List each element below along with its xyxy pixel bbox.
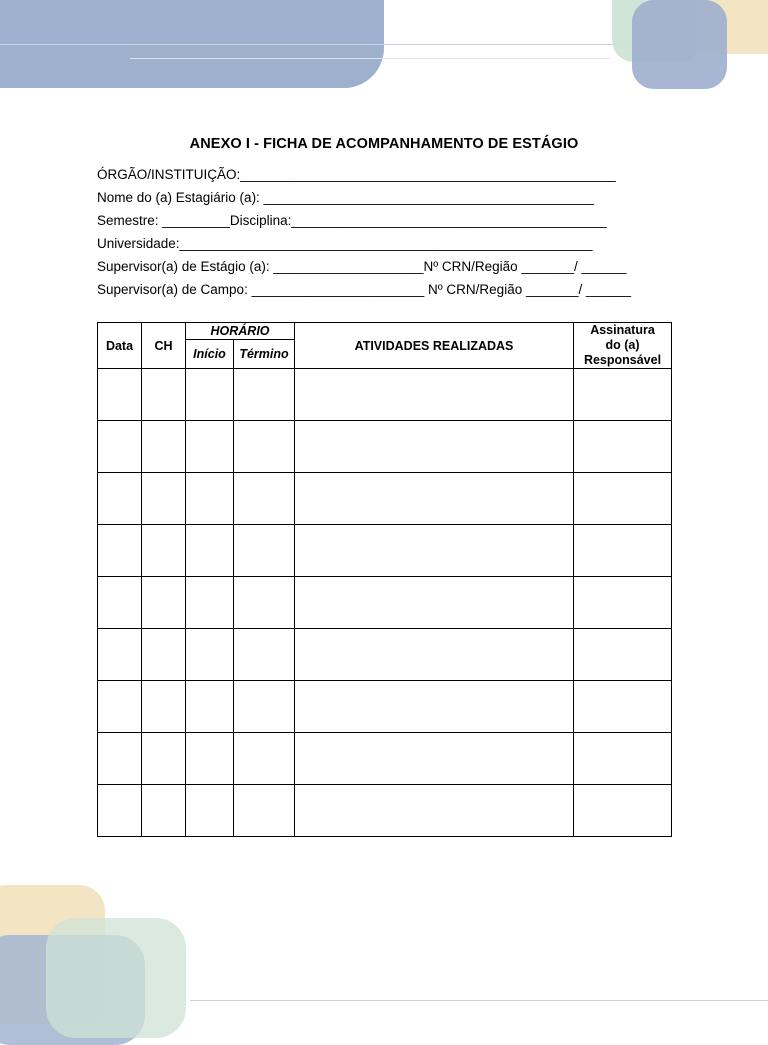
header-assinatura xyxy=(574,323,672,369)
header-atividades: ATIVIDADES REALIZADAS xyxy=(295,323,574,369)
cell-assinatura xyxy=(574,525,672,577)
field-supervisor-campo: Supervisor(a) de Campo: _______________________ Nº CRN/Região _______/ ______ xyxy=(97,282,632,297)
cell-data xyxy=(98,681,142,733)
cell-atividades xyxy=(295,785,574,837)
cell-atividades xyxy=(295,577,574,629)
cell-atividades xyxy=(295,525,574,577)
cell-ch xyxy=(142,577,186,629)
table-row xyxy=(98,525,672,577)
activity-log-table xyxy=(97,322,672,837)
cell-data xyxy=(98,369,142,421)
cell-assinatura xyxy=(574,785,672,837)
header-data: Data xyxy=(98,323,142,369)
cell-termino xyxy=(234,473,295,525)
field-semestre-disciplina: Semestre: _________Disciplina:__________________________________________ xyxy=(97,213,607,228)
cell-inicio xyxy=(186,421,234,473)
cell-atividades xyxy=(295,681,574,733)
cell-atividades xyxy=(295,629,574,681)
document-title: ANEXO I - FICHA DE ACOMPANHAMENTO DE ESTÁGIO xyxy=(189,136,579,152)
cell-data xyxy=(98,733,142,785)
header-assinatura-line1: Assinatura xyxy=(590,323,655,337)
table-row xyxy=(98,785,672,837)
cell-data xyxy=(98,525,142,577)
field-orgao: ÓRGÃO/INSTITUIÇÃO:__________________________________________________ xyxy=(97,167,616,182)
cell-ch xyxy=(142,733,186,785)
cell-data xyxy=(98,577,142,629)
cell-inicio xyxy=(186,681,234,733)
table-row xyxy=(98,733,672,785)
decor-bottom-line xyxy=(190,1000,768,1001)
decor-top-line-secondary xyxy=(130,58,610,59)
table-row xyxy=(98,681,672,733)
cell-assinatura xyxy=(574,629,672,681)
cell-ch xyxy=(142,681,186,733)
cell-inicio xyxy=(186,629,234,681)
cell-ch xyxy=(142,629,186,681)
header-assinatura-line2: do (a) xyxy=(605,338,640,352)
cell-inicio xyxy=(186,473,234,525)
decor-bottom-left-green xyxy=(46,918,186,1038)
cell-termino xyxy=(234,421,295,473)
field-nome-estagiario: Nome do (a) Estagiário (a): ____________________________________________ xyxy=(97,190,594,205)
cell-assinatura xyxy=(574,473,672,525)
cell-assinatura xyxy=(574,681,672,733)
cell-atividades xyxy=(295,421,574,473)
cell-inicio xyxy=(186,577,234,629)
cell-termino xyxy=(234,525,295,577)
cell-termino xyxy=(234,681,295,733)
cell-ch xyxy=(142,525,186,577)
cell-assinatura xyxy=(574,577,672,629)
cell-termino xyxy=(234,629,295,681)
cell-assinatura xyxy=(574,369,672,421)
cell-data xyxy=(98,421,142,473)
table-row xyxy=(98,629,672,681)
header-assinatura-line3: Responsável xyxy=(583,353,662,367)
cell-termino xyxy=(234,369,295,421)
cell-termino xyxy=(234,785,295,837)
cell-inicio xyxy=(186,525,234,577)
header-horario: HORÁRIO xyxy=(186,323,295,340)
header-inicio: Início xyxy=(186,340,234,369)
table-row xyxy=(98,421,672,473)
cell-data xyxy=(98,629,142,681)
header-termino: Término xyxy=(234,340,295,369)
cell-atividades xyxy=(295,733,574,785)
cell-ch xyxy=(142,785,186,837)
decor-top-right-blue xyxy=(632,0,727,89)
table-row xyxy=(98,473,672,525)
field-supervisor-estagio: Supervisor(a) de Estágio (a): ____________________Nº CRN/Região _______/ ______ xyxy=(97,259,627,274)
cell-data xyxy=(98,473,142,525)
cell-atividades xyxy=(295,369,574,421)
cell-atividades xyxy=(295,473,574,525)
cell-termino xyxy=(234,733,295,785)
cell-inicio xyxy=(186,369,234,421)
cell-ch xyxy=(142,421,186,473)
table-row xyxy=(98,577,672,629)
cell-assinatura xyxy=(574,421,672,473)
cell-assinatura xyxy=(574,733,672,785)
cell-inicio xyxy=(186,785,234,837)
cell-termino xyxy=(234,577,295,629)
field-universidade: Universidade:_______________________________________________________ xyxy=(97,236,593,251)
cell-ch xyxy=(142,369,186,421)
header-ch: CH xyxy=(142,323,186,369)
cell-ch xyxy=(142,473,186,525)
cell-data xyxy=(98,785,142,837)
cell-inicio xyxy=(186,733,234,785)
table-row xyxy=(98,369,672,421)
